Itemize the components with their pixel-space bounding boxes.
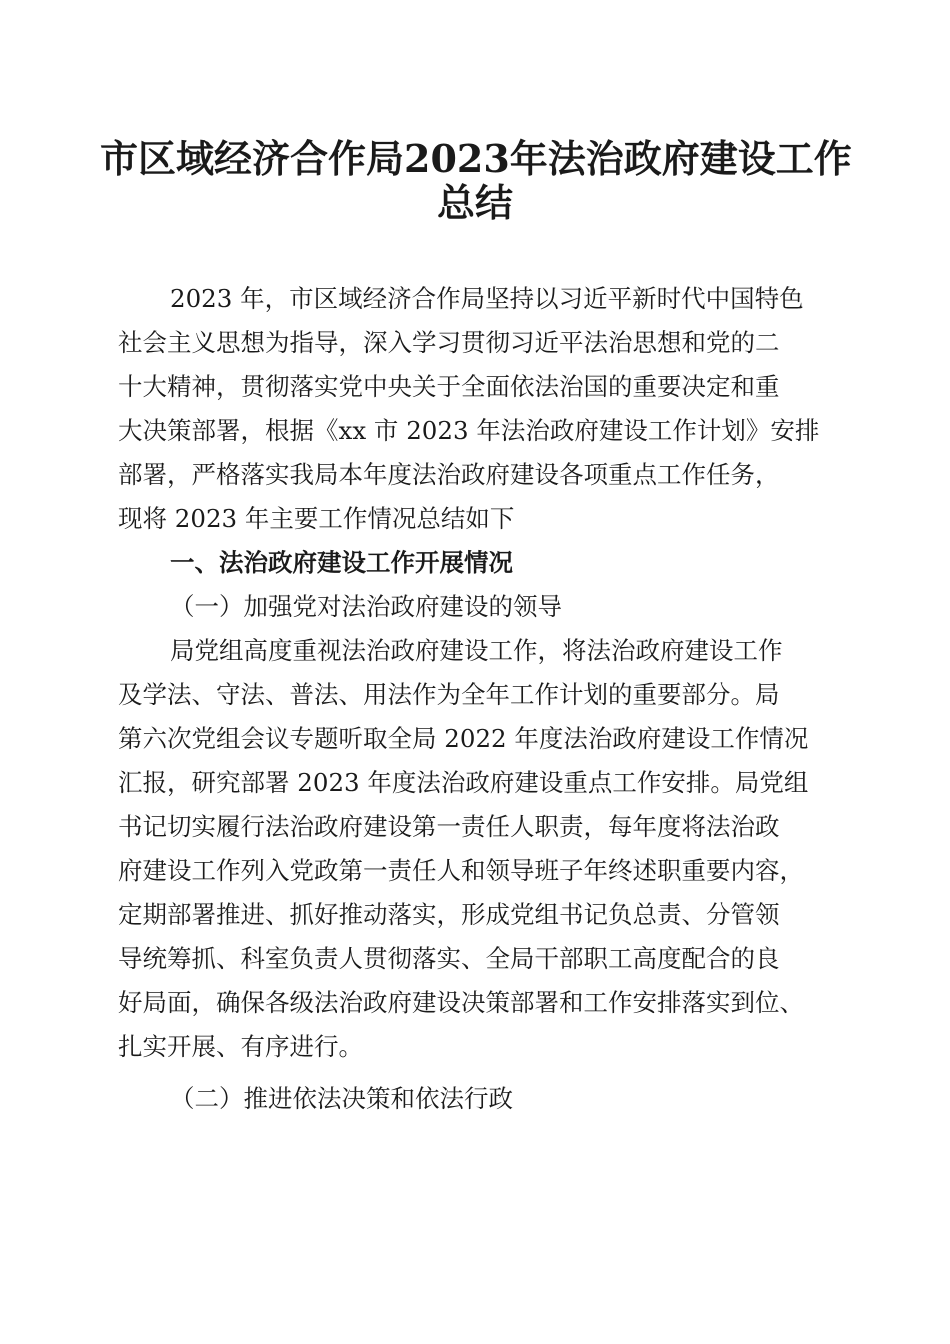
- intro-line: 部署，严格落实我局本年度法治政府建设各项重点工作任务，: [118, 460, 780, 489]
- paragraph-line: 定期部署推进、抓好推动落实，形成党组书记负总责、分管领: [118, 900, 780, 929]
- subsection-heading: （二）推进依法决策和依法行政: [170, 1084, 513, 1113]
- spacer: [118, 1069, 848, 1077]
- intro-line: 大决策部署，根据《xx 市 2023 年法治政府建设工作计划》安排: [118, 416, 820, 445]
- paragraph-line: 书记切实履行法治政府建设第一责任人职责，每年度将法治政: [118, 812, 780, 841]
- paragraph-line: 好局面，确保各级法治政府建设决策部署和工作安排落实到位、: [118, 988, 804, 1017]
- intro-line: 十大精神，贯彻落实党中央关于全面依法治国的重要决定和重: [118, 372, 780, 401]
- paragraph-line: 第六次党组会议专题听取全局 2022 年度法治政府建设工作情况: [118, 724, 809, 753]
- paragraph-line: 扎实开展、有序进行。: [118, 1032, 363, 1061]
- intro-line: 2023 年，市区域经济合作局坚持以习近平新时代中国特色: [170, 284, 804, 313]
- intro-line: 现将 2023 年主要工作情况总结如下: [118, 504, 515, 533]
- document-title: [100, 136, 850, 224]
- paragraph-line: 及学法、守法、普法、用法作为全年工作计划的重要部分。局: [118, 680, 780, 709]
- paragraph-line: 局党组高度重视法治政府建设工作，将法治政府建设工作: [170, 636, 783, 665]
- paragraph-line: 导统筹抓、科室负责人贯彻落实、全局干部职工高度配合的良: [118, 944, 780, 973]
- title-line: 市区域经济合作局2023年法治政府建设工作: [100, 136, 852, 181]
- subsection-heading: （一）加强党对法治政府建设的领导: [170, 592, 562, 621]
- title-line: 总结: [436, 180, 513, 225]
- paragraph-line: 府建设工作列入党政第一责任人和领导班子年终述职重要内容，: [118, 856, 804, 885]
- document-body: [118, 277, 848, 1121]
- section-heading: 一、法治政府建设工作开展情况: [170, 548, 513, 577]
- paragraph-line: 汇报，研究部署 2023 年度法治政府建设重点工作安排。局党组: [118, 768, 809, 797]
- intro-line: 社会主义思想为指导，深入学习贯彻习近平法治思想和党的二: [118, 328, 780, 357]
